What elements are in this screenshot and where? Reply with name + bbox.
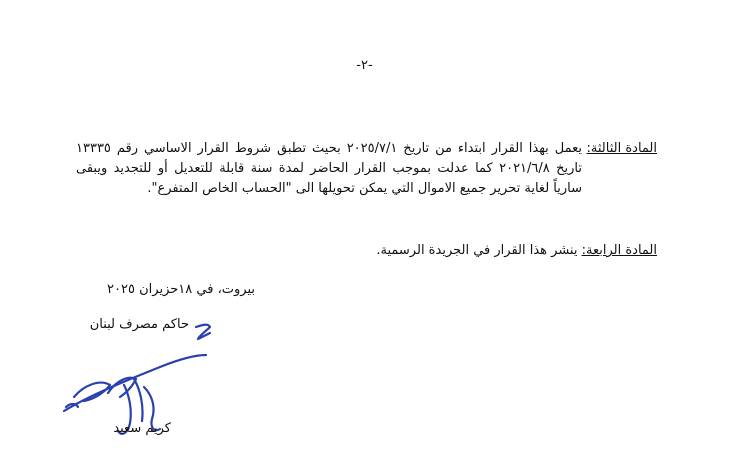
signatory-name: كريم سعيد xyxy=(113,421,171,436)
article-fourth-text: ينشر هذا القرار في الجريدة الرسمية. xyxy=(376,243,578,258)
article-fourth xyxy=(67,241,657,261)
article-third-label: المادة الثالثة: xyxy=(586,141,657,156)
page-number: -٢- xyxy=(356,58,373,73)
article-third-text: يعمل بهذا القرار ابتداء من تاريخ ٢٠٢٥/٧/١ بحيث تطبق شروط القرار الاساسي رقم ١٣٣٣٥ تاريخ ٢٠٢١/٦/٨ كما عدلت بموجب القرار الحاضر لمدة سنة قابلة للتعديل أو للتجديد ويبقى سارياً لغاية تحرير جميع الاموال التي يمكن تحويلها الى "الحساب الخاص المتفرع". xyxy=(76,141,583,196)
signatory-title: حاكم مصرف لبنان xyxy=(89,317,189,332)
place-and-date: بيروت، في ١٨حزيران ٢٠٢٥ xyxy=(107,282,255,297)
article-fourth-label: المادة الرابعة: xyxy=(581,243,657,258)
